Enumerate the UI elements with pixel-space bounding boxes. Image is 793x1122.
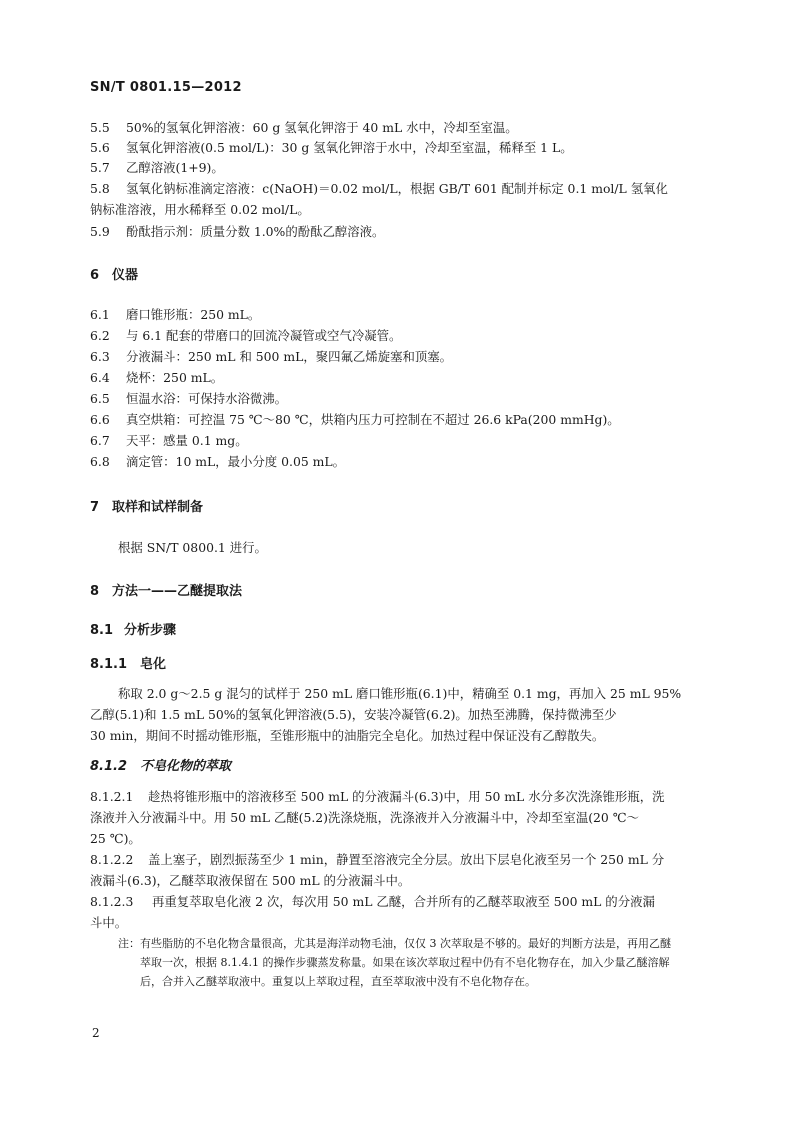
note-text-continuation: 后，合并入乙醚萃取液中。重复以上萃取过程，直至萃取液中没有不皂化物存在。 [140, 975, 536, 988]
standard-code-header: SN/T 0801.15—2012 [90, 80, 242, 95]
clause-text-continuation: 斗中。 [90, 915, 128, 930]
apparatus-item [90, 305, 720, 325]
item-text: 磨口锥形瓶：250 mL。 [126, 307, 261, 322]
reagent-item [90, 158, 720, 178]
item-text: 真空烘箱：可控温 75 ℃～80 ℃，烘箱内压力可控制在不超过 26.6 kPa(200 mmHg)。 [126, 412, 620, 427]
section-number: 7 [90, 500, 100, 515]
section-title: 仪器 [112, 268, 139, 283]
clause-number: 8.1.2.3 [90, 894, 134, 909]
item-text: 天平：感量 0.1 mg。 [126, 433, 248, 448]
note-label: 注： [118, 937, 140, 950]
section-title: 皂化 [140, 657, 167, 672]
section-heading-8 [90, 580, 242, 599]
section-title: 方法一——乙醚提取法 [112, 584, 243, 599]
item-number: 5.6 [90, 140, 110, 155]
reagent-item [90, 179, 720, 199]
item-number: 6.5 [90, 391, 110, 406]
clause-number: 8.1.2.1 [90, 789, 134, 804]
clause-text: 盖上塞子，剧烈振荡至少 1 min，静置至溶液完全分层。放出下层皂化液至另一个 250 mL 分 [148, 852, 665, 867]
item-text: 与 6.1 配套的带磨口的回流冷凝管或空气冷凝管。 [126, 328, 402, 343]
apparatus-item [90, 389, 720, 409]
item-number: 6.4 [90, 370, 110, 385]
apparatus-item [90, 347, 720, 367]
section-title: 取样和试样制备 [112, 500, 204, 515]
item-text: 氢氧化钠标准滴定溶液：c(NaOH)＝0.02 mol/L，根据 GB/T 601 配制并标定 0.1 mol/L 氢氧化 [126, 181, 668, 196]
subsection-heading-8-1-1 [90, 653, 166, 672]
clause-8-1-2-2 [90, 850, 720, 870]
item-text-continuation: 钠标准溶液，用水稀释至 0.02 mol/L。 [90, 202, 310, 217]
item-number: 6.2 [90, 328, 110, 343]
paragraph-line: 乙醇(5.1)和 1.5 mL 50%的氢氧化钾溶液(5.5)，安装冷凝管(6.2)。加热至沸腾，保持微沸至少 [90, 707, 617, 722]
apparatus-item [90, 452, 720, 472]
item-text: 氢氧化钾溶液(0.5 mol/L)：30 g 氢氧化钾溶于水中，冷却至室温，稀释至 1 L。 [126, 140, 573, 155]
item-text: 酚酞指示剂：质量分数 1.0%的酚酞乙醇溶液。 [126, 224, 385, 239]
clause-text-continuation: 涤液并入分液漏斗中。用 50 mL 乙醚(5.2)洗涤烧瓶，洗涤液并入分液漏斗中，冷却至室温(20 ℃～ [90, 810, 640, 825]
subsection-heading-8-1-2 [90, 755, 231, 774]
paragraph-line: 30 min，期间不时摇动锥形瓶，至锥形瓶中的油脂完全皂化。加热过程中保证没有乙醇散失。 [90, 728, 605, 743]
apparatus-item [90, 368, 720, 388]
item-number: 6.3 [90, 349, 110, 364]
item-number: 6.6 [90, 412, 110, 427]
clause-text-continuation: 液漏斗(6.3)，乙醚萃取液保留在 500 mL 的分液漏斗中。 [90, 873, 411, 888]
item-number: 6.8 [90, 454, 110, 469]
item-number: 5.5 [90, 120, 110, 135]
clause-8-1-2-1 [90, 787, 720, 807]
section-number: 8.1.1 [90, 657, 128, 672]
section-title: 分析步骤 [124, 623, 177, 638]
item-number: 5.9 [90, 224, 110, 239]
item-number: 5.7 [90, 160, 110, 175]
section-heading-7 [90, 496, 203, 515]
section-number: 6 [90, 268, 100, 283]
apparatus-item [90, 410, 720, 430]
note-block [118, 934, 718, 953]
reagent-item [90, 138, 720, 158]
clause-text: 趁热将锥形瓶中的溶液移至 500 mL 的分液漏斗(6.3)中，用 50 mL 水分多次洗涤锥形瓶，洗 [148, 789, 665, 804]
item-text: 恒温水浴：可保持水浴微沸。 [126, 391, 288, 406]
apparatus-item [90, 326, 720, 346]
item-number: 5.8 [90, 181, 110, 196]
paragraph-line: 称取 2.0 g～2.5 g 混匀的试样于 250 mL 磨口锥形瓶(6.1)中，精确至 0.1 mg，再加入 25 mL 95% [118, 686, 682, 701]
clause-text-continuation: 25 ℃)。 [90, 831, 141, 846]
reagent-item [90, 222, 720, 242]
section-heading-6 [90, 264, 138, 283]
subsection-heading-8-1 [90, 619, 176, 638]
item-text: 乙醇溶液(1+9)。 [126, 160, 224, 175]
item-text: 分液漏斗：250 mL 和 500 mL，聚四氟乙烯旋塞和顶塞。 [126, 349, 453, 364]
section-number: 8.1 [90, 623, 114, 638]
reagent-item [90, 118, 720, 138]
note-text-continuation: 萃取一次，根据 8.1.4.1 的操作步骤蒸发称量。如果在该次萃取过程中仍有不皂化物存在，加入少量乙醚溶解 [140, 956, 670, 969]
clause-number: 8.1.2.2 [90, 852, 134, 867]
item-text: 50%的氢氧化钾溶液：60 g 氢氧化钾溶于 40 mL 水中，冷却至室温。 [126, 120, 518, 135]
clause-8-1-2-3 [90, 892, 720, 912]
section-title: 不皂化物的萃取 [140, 759, 232, 774]
item-number: 6.1 [90, 307, 110, 322]
section-7-body: 根据 SN/T 0800.1 进行。 [118, 540, 267, 555]
item-number: 6.7 [90, 433, 110, 448]
section-number: 8 [90, 584, 100, 599]
apparatus-item [90, 431, 720, 451]
section-number: 8.1.2 [90, 759, 128, 774]
item-text: 滴定管：10 mL，最小分度 0.05 mL。 [126, 454, 346, 469]
item-text: 烧杯：250 mL。 [126, 370, 224, 385]
clause-text: 再重复萃取皂化液 2 次，每次用 50 mL 乙醚，合并所有的乙醚萃取液至 500 mL 的分液漏 [152, 894, 655, 909]
page-number: 2 [92, 1026, 100, 1040]
note-text: 有些脂肪的不皂化物含量很高，尤其是海洋动物毛油，仅仅 3 次萃取是不够的。最好的判断方法是，再用乙醚 [140, 937, 671, 950]
